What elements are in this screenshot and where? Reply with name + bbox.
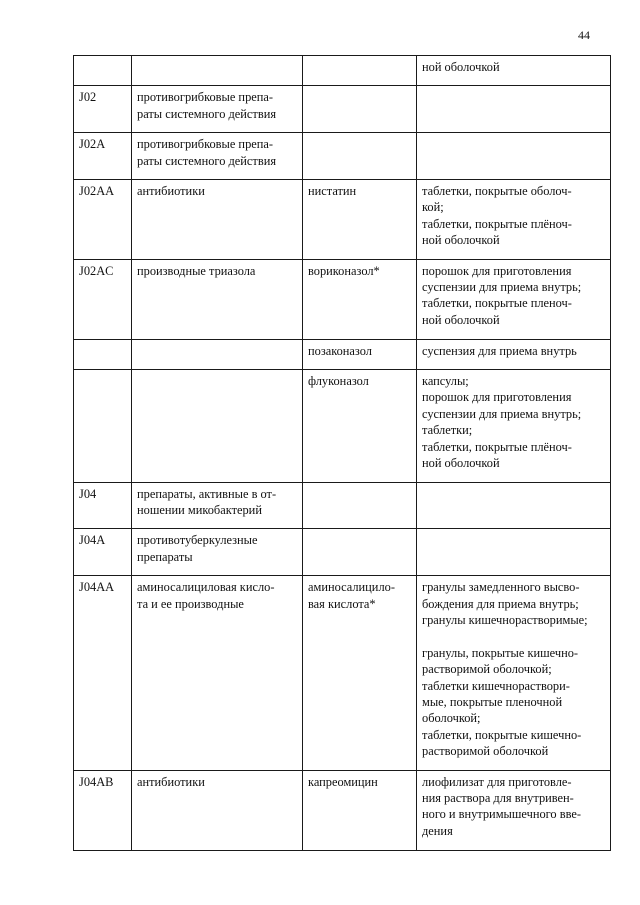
substance-cell (303, 529, 417, 576)
table-row (74, 259, 611, 339)
dosage-forms-cell (417, 529, 611, 576)
cell-text-line: ния раствора для внутривен- (422, 791, 574, 805)
substance-cell (303, 770, 417, 850)
cell-text-line: вая кислота* (308, 596, 376, 611)
dosage-forms-cell (417, 86, 611, 133)
cell-text-line: ного и внутримышечного вве- (422, 807, 581, 822)
pharmacological-group-cell (132, 339, 303, 369)
atc-code-cell (74, 482, 132, 529)
pharmacological-group-cell (132, 370, 303, 482)
dosage-forms-cell (417, 770, 611, 850)
cell-text-line: ной оболочкой (422, 312, 500, 327)
cell-text-line: гранулы, покрытые кишечно- (422, 645, 579, 660)
atc-code-cell (74, 370, 132, 482)
substance-cell (303, 86, 417, 133)
drug-table (73, 55, 611, 851)
cell-text-line: ной оболочкой (422, 233, 500, 248)
table-row (74, 133, 611, 180)
cell-text: J02AA (79, 184, 115, 199)
substance-cell (303, 339, 417, 369)
cell-text-line: раты системного действия (137, 106, 277, 121)
atc-code-cell (74, 259, 132, 339)
cell-text: J02 (79, 90, 97, 105)
cell-text-line: ношении микобактерий (137, 502, 262, 517)
cell-text-line: вориконазол* (308, 263, 380, 278)
substance-cell (303, 180, 417, 260)
page-number: 44 (578, 28, 590, 42)
dosage-forms-cell (417, 180, 611, 260)
table-row (74, 576, 611, 770)
cell-text-line: гранулы кишечнорастворимые; (422, 612, 588, 627)
cell-text-line: гранулы замедленного высво- (422, 580, 580, 595)
cell-text-line: аминосалицило- (308, 580, 395, 595)
atc-code-cell (74, 576, 132, 770)
table-row (74, 180, 611, 260)
substance-cell (303, 133, 417, 180)
cell-text-line: таблетки; (422, 423, 473, 438)
cell-text-line: растворимой оболочкой; (422, 662, 552, 677)
cell-text-line: бождения для приема внутрь; (422, 596, 579, 611)
cell-text-line: мые, покрытые пленочной (422, 694, 563, 709)
cell-text-line: дения (422, 823, 453, 838)
dosage-forms-cell (417, 482, 611, 529)
cell-text-line: антибиотики (137, 774, 205, 789)
pharmacological-group-cell (132, 56, 303, 86)
cell-text-line: препараты (137, 549, 193, 564)
atc-code-cell (74, 133, 132, 180)
cell-text-line: аминосалициловая кисло- (137, 580, 275, 595)
table-body (74, 56, 611, 851)
table-row (74, 770, 611, 850)
atc-code-cell (74, 529, 132, 576)
cell-text-line: таблетки, покрытые плёноч- (422, 216, 572, 231)
substance-cell (303, 56, 417, 86)
cell-text: J02A (79, 137, 106, 152)
dosage-forms-cell (417, 133, 611, 180)
cell-text-line: позаконазол (308, 343, 372, 358)
pharmacological-group-cell (132, 529, 303, 576)
cell-text-line: производные триазола (137, 263, 256, 278)
cell-text-line: противотуберкулезные (137, 533, 258, 548)
cell-text-line: антибиотики (137, 184, 205, 199)
atc-code-cell (74, 339, 132, 369)
pharmacological-group-cell (132, 770, 303, 850)
cell-text-line: ной оболочкой (422, 60, 500, 74)
substance-cell (303, 482, 417, 529)
table-row (74, 56, 611, 86)
cell-text: J04AA (79, 580, 115, 595)
dosage-forms-cell (417, 56, 611, 86)
dosage-forms-cell (417, 370, 611, 482)
cell-text-line: капсулы; (422, 374, 469, 389)
cell-text-line: раты системного действия (137, 153, 277, 168)
substance-cell (303, 259, 417, 339)
cell-text-line: суспензии для приема внутрь; (422, 406, 582, 421)
table-row (74, 339, 611, 369)
atc-code-cell (74, 770, 132, 850)
substance-cell (303, 576, 417, 770)
pharmacological-group-cell (132, 259, 303, 339)
cell-text-line (422, 628, 606, 644)
cell-text (79, 373, 127, 389)
cell-text: J04A (79, 533, 106, 548)
atc-code-cell (74, 86, 132, 133)
table-row (74, 86, 611, 133)
pharmacological-group-cell (132, 86, 303, 133)
cell-text-line: таблетки, покрытые кишечно- (422, 727, 582, 742)
substance-cell (303, 370, 417, 482)
pharmacological-group-cell (132, 133, 303, 180)
atc-code-cell (74, 180, 132, 260)
cell-text-line: флуконазол (308, 374, 369, 389)
cell-text-line: нистатин (308, 184, 357, 199)
table-row (74, 529, 611, 576)
cell-text (79, 343, 127, 359)
table-row (74, 482, 611, 529)
cell-text-line: таблетки, покрытые пленоч- (422, 296, 572, 311)
cell-text-line: растворимой оболочкой (422, 744, 549, 759)
cell-text-line: оболочкой; (422, 711, 481, 726)
cell-text-line: суспензия для приема внутрь (422, 343, 577, 358)
atc-code-cell (74, 56, 132, 86)
cell-text-line: таблетки, покрытые оболоч- (422, 184, 572, 199)
table-row (74, 370, 611, 482)
cell-text-line: та и ее производные (137, 596, 244, 611)
cell-text: J04AB (79, 774, 114, 789)
cell-text-line: порошок для приготовления (422, 390, 572, 405)
cell-text-line: препараты, активные в от- (137, 486, 277, 501)
cell-text-line: суспензии для приема внутрь; (422, 280, 582, 295)
cell-text: J02AC (79, 263, 114, 278)
cell-text-line: таблетки, покрытые плёноч- (422, 439, 572, 454)
cell-text-line: таблетки кишечнораствори- (422, 678, 570, 693)
pharmacological-group-cell (132, 482, 303, 529)
cell-text (79, 59, 127, 75)
cell-text-line: лиофилизат для приготовле- (422, 774, 572, 789)
cell-text-line: капреомицин (308, 774, 378, 789)
dosage-forms-cell (417, 259, 611, 339)
pharmacological-group-cell (132, 180, 303, 260)
cell-text-line: ной оболочкой (422, 456, 500, 471)
cell-text: J04 (79, 486, 97, 501)
cell-text-line: порошок для приготовления (422, 263, 572, 278)
cell-text-line: противогрибковые препа- (137, 137, 274, 152)
dosage-forms-cell (417, 339, 611, 369)
cell-text-line: кой; (422, 200, 444, 215)
cell-text-line: противогрибковые препа- (137, 90, 274, 105)
dosage-forms-cell (417, 576, 611, 770)
pharmacological-group-cell (132, 576, 303, 770)
